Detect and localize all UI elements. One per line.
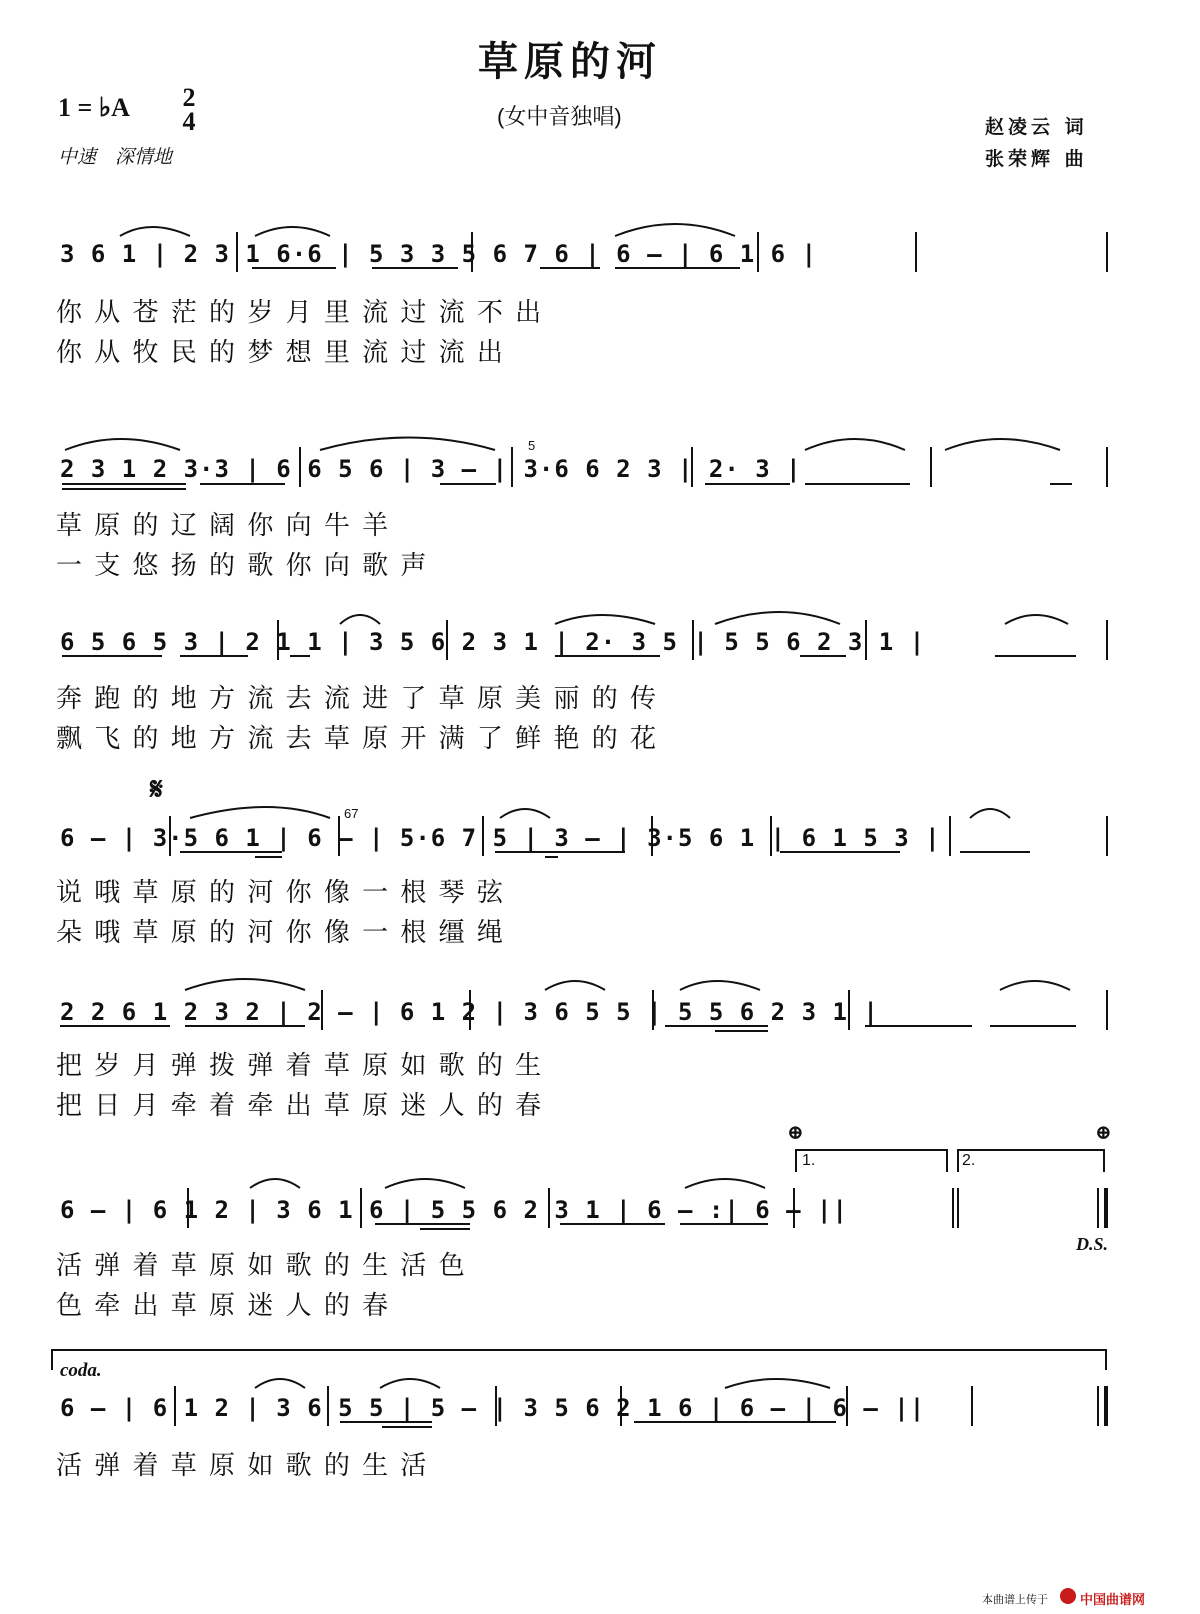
grace-note: 67 <box>344 806 359 821</box>
song-subtitle: (女中音独唱) <box>497 104 622 129</box>
notation-line-4: 6 – | 3·5 6 1 | 6 – | 5·6 7 5 | 3 – | 3·5 6 1 | 6 1 5 3 | <box>60 824 941 852</box>
lyrics-line-5b: 把 日 月 牵 着 牵 出 草 原 迷 人 的 春 <box>56 1091 544 1121</box>
segno-icon: 𝄋 <box>150 772 169 807</box>
composer-credit: 张荣辉 曲 <box>985 148 1088 170</box>
lyrics-line-7: 活 弹 着 草 原 如 歌 的 生 活 <box>56 1451 429 1481</box>
lyrics-line-6a: 活 弹 着 草 原 如 歌 的 生 活 色 <box>56 1251 467 1281</box>
dal-segno-marking: D.S. <box>1076 1234 1109 1254</box>
notation-line-7: 6 – | 6 1 2 | 3 6 5 5 | 5 – | 3 5 6 2 1 6 | 6 – | 6 – || <box>60 1394 926 1422</box>
key-signature: 1 = ♭A <box>58 93 130 122</box>
volta-2-label: 2. <box>962 1152 976 1169</box>
coda-sign-icon: ⊕ <box>787 1120 810 1144</box>
grace-note: 5 <box>528 438 536 453</box>
notation-line-1: 3 6 1 | 2 3 1 6·6 | 5 3 3 5 6 7 6 | 6 – | 6 1 6 | <box>60 240 818 268</box>
site-logo-icon <box>1060 1588 1076 1604</box>
lyrics-line-3a: 奔 跑 的 地 方 流 去 流 进 了 草 原 美 丽 的 传 <box>56 684 658 714</box>
lyrics-line-1a: 你 从 苍 茫 的 岁 月 里 流 过 流 不 出 <box>56 298 544 328</box>
coda-sign-icon: ⊕ <box>1095 1120 1118 1144</box>
song-title: 草原的河 <box>478 38 662 85</box>
lyrics-line-6b: 色 牵 出 草 原 迷 人 的 春 <box>56 1291 391 1321</box>
tempo-marking: 中速 深情地 <box>58 147 173 168</box>
time-signature-bottom: 4 <box>182 107 196 136</box>
volta-1-label: 1. <box>802 1152 816 1169</box>
notation-line-5: 2 2 6 1 2 3 2 | 2 – | 6 1 2 | 3 6 5 5 | 5 5 6 2 3 1 | <box>60 998 879 1026</box>
notation-line-2: 2 3 1 2 3·3 | 6 6 5 6 | 3 – | 3·6 6 2 3 | 2· 3 | <box>60 455 802 483</box>
lyrics-line-3b: 飘 飞 的 地 方 流 去 草 原 开 满 了 鲜 艳 的 花 <box>56 724 658 754</box>
notation-line-3: 6 5 6 5 3 | 2 1 1 | 3 5 6 2 3 1 | 2· 3 5 | 5 5 6 2 3 1 | <box>60 628 926 656</box>
lyrics-line-1b: 你 从 牧 民 的 梦 想 里 流 过 流 出 <box>56 338 505 368</box>
footer-brand[interactable]: 中国曲谱网 <box>1080 1593 1146 1608</box>
lyrics-line-4a: 说 哦 草 原 的 河 你 像 一 根 琴 弦 <box>56 878 505 908</box>
footer-upload-text: 本曲谱上传于 <box>982 1594 1048 1606</box>
time-signature-top: 2 <box>182 83 196 112</box>
notation-line-6: 6 – | 6 1 2 | 3 6 1 6 | 5 5 6 2 3 1 | 6 – :| 6 – || <box>60 1196 848 1224</box>
lyrics-line-2a: 草 原 的 辽 阔 你 向 牛 羊 <box>56 511 391 541</box>
lyrics-line-4b: 朵 哦 草 原 的 河 你 像 一 根 缰 绳 <box>56 918 505 948</box>
coda-label: coda. <box>60 1360 102 1381</box>
lyrics-line-2b: 一 支 悠 扬 的 歌 你 向 歌 声 <box>56 551 429 581</box>
lyricist-credit: 赵凌云 词 <box>985 116 1088 138</box>
lyrics-line-5a: 把 岁 月 弹 拨 弹 着 草 原 如 歌 的 生 <box>56 1051 544 1081</box>
